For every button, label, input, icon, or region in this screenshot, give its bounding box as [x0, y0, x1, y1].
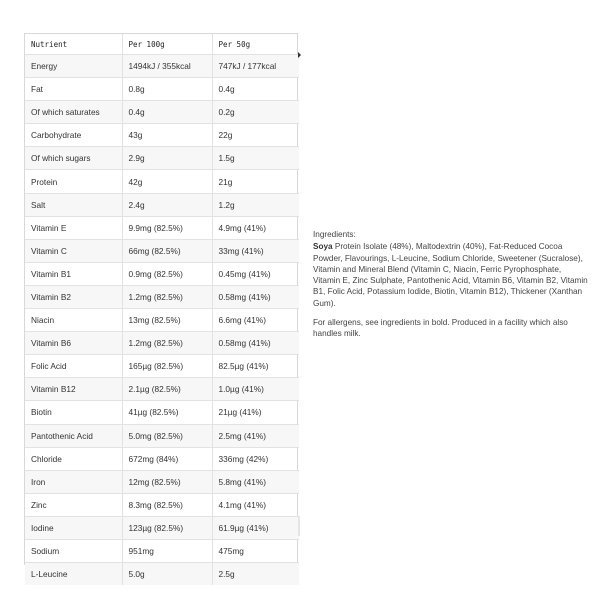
- per-50g-cell: 0.58mg (41%): [212, 332, 299, 355]
- per-100g-cell: 0.8g: [122, 78, 212, 101]
- per-50g-cell: 747kJ / 177kcal: [212, 55, 299, 78]
- per-100g-cell: 2.4g: [122, 193, 212, 216]
- table-row: [25, 493, 299, 516]
- nutrient-cell: Salt: [25, 193, 122, 216]
- per-50g-cell: 0.45mg (41%): [212, 262, 299, 285]
- table-row: [25, 55, 299, 78]
- nutrient-cell: Iron: [25, 470, 122, 493]
- per-50g-cell: 4.1mg (41%): [212, 493, 299, 516]
- table-row: [25, 101, 299, 124]
- table-row: [25, 262, 299, 285]
- per-100g-cell: 42g: [122, 170, 212, 193]
- table-row: [25, 447, 299, 470]
- per-50g-cell: 6.6mg (41%): [212, 309, 299, 332]
- per-50g-cell: 2.5g: [212, 563, 299, 586]
- per-100g-cell: 0.4g: [122, 101, 212, 124]
- table-row: [25, 401, 299, 424]
- per-50g-cell: 22g: [212, 124, 299, 147]
- nutrient-cell: Folic Acid: [25, 355, 122, 378]
- per-100g-cell: 1.2mg (82.5%): [122, 285, 212, 308]
- per-100g-cell: 43g: [122, 124, 212, 147]
- per-100g-cell: 672mg (84%): [122, 447, 212, 470]
- nutrient-cell: Vitamin E: [25, 216, 122, 239]
- allergen-note: For allergens, see ingredients in bold. Produced in a facility which also handles milk.: [313, 318, 568, 339]
- table-row: [25, 216, 299, 239]
- per-50g-cell: 0.2g: [212, 101, 299, 124]
- per-50g-cell: 82.5µg (41%): [212, 355, 299, 378]
- nutrient-cell: Of which saturates: [25, 101, 122, 124]
- per-100g-cell: 123µg (82.5%): [122, 516, 212, 539]
- nutrient-cell: Protein: [25, 170, 122, 193]
- nutrient-cell: Pantothenic Acid: [25, 424, 122, 447]
- nutrient-cell: Vitamin B12: [25, 378, 122, 401]
- table-header-row: [25, 34, 299, 55]
- per-100g-cell: 8.3mg (82.5%): [122, 493, 212, 516]
- per-100g-cell: 0.9mg (82.5%): [122, 262, 212, 285]
- table-row: [25, 355, 299, 378]
- table-row: [25, 424, 299, 447]
- per-50g-cell: 0.58mg (41%): [212, 285, 299, 308]
- per-100g-cell: 5.0g: [122, 563, 212, 586]
- table-row: [25, 239, 299, 262]
- per-100g-cell: 9.9mg (82.5%): [122, 216, 212, 239]
- nutrition-table: [25, 34, 299, 585]
- per-50g-cell: 336mg (42%): [212, 447, 299, 470]
- table-row: [25, 193, 299, 216]
- table-row: [25, 170, 299, 193]
- per-100g-cell: 41µg (82.5%): [122, 401, 212, 424]
- nutrient-cell: Vitamin B1: [25, 262, 122, 285]
- nutrient-cell: L-Leucine: [25, 563, 122, 586]
- nutrition-table-container: [24, 33, 298, 580]
- header-per-50g: Per 50g: [212, 34, 299, 55]
- table-row: [25, 78, 299, 101]
- nutrient-cell: Energy: [25, 55, 122, 78]
- per-100g-cell: 165µg (82.5%): [122, 355, 212, 378]
- ingredients-list: Protein Isolate (48%), Maltodextrin (40%), Fat-Reduced Cocoa Powder, Flavourings, L-Leucine, Sodium Chloride, Sweetener (Sucralose), Vitamin and Mineral Blend (Vitamin C, Niacin, Ferric Pyrophosphate, Vitamin E, Zinc Sulphate, Pantothenic Acid, Vitamin B6, Vitamin B2, Vitamin B1, Folic Acid, Potassium Iodide, Biotin, Vitamin B12), Thickener (Xanthan Gum).: [313, 242, 588, 308]
- per-50g-cell: 5.8mg (41%): [212, 470, 299, 493]
- nutrient-cell: Biotin: [25, 401, 122, 424]
- table-row: [25, 470, 299, 493]
- per-100g-cell: 1.2mg (82.5%): [122, 332, 212, 355]
- table-row: [25, 309, 299, 332]
- nutrient-cell: Vitamin B2: [25, 285, 122, 308]
- per-50g-cell: 21µg (41%): [212, 401, 299, 424]
- header-per-100g: Per 100g: [122, 34, 212, 55]
- nutrient-cell: Chloride: [25, 447, 122, 470]
- nutrient-cell: Carbohydrate: [25, 124, 122, 147]
- table-row: [25, 539, 299, 562]
- nutrient-cell: Fat: [25, 78, 122, 101]
- nutrient-cell: Vitamin C: [25, 239, 122, 262]
- scroll-right-arrow-icon[interactable]: [298, 52, 301, 58]
- table-row: [25, 563, 299, 586]
- ingredients-text: [313, 241, 589, 309]
- per-50g-cell: 1.0µg (41%): [212, 378, 299, 401]
- table-row: [25, 285, 299, 308]
- scrollbar-thumb[interactable]: [298, 516, 300, 536]
- table-row: [25, 378, 299, 401]
- per-50g-cell: 1.2g: [212, 193, 299, 216]
- per-50g-cell: 4.9mg (41%): [212, 216, 299, 239]
- per-50g-cell: 33mg (41%): [212, 239, 299, 262]
- ingredients-allergen-bold: Soya: [313, 242, 333, 252]
- header-nutrient: Nutrient: [25, 34, 122, 55]
- per-50g-cell: 21g: [212, 170, 299, 193]
- per-100g-cell: 5.0mg (82.5%): [122, 424, 212, 447]
- per-100g-cell: 12mg (82.5%): [122, 470, 212, 493]
- per-100g-cell: 66mg (82.5%): [122, 239, 212, 262]
- table-row: [25, 147, 299, 170]
- per-50g-cell: 1.5g: [212, 147, 299, 170]
- per-50g-cell: 475mg: [212, 539, 299, 562]
- per-50g-cell: 61.9µg (41%): [212, 516, 299, 539]
- nutrient-cell: Zinc: [25, 493, 122, 516]
- per-100g-cell: 951mg: [122, 539, 212, 562]
- table-row: [25, 516, 299, 539]
- nutrient-cell: Iodine: [25, 516, 122, 539]
- nutrient-cell: Of which sugars: [25, 147, 122, 170]
- ingredients-heading: Ingredients:: [313, 230, 356, 239]
- nutrient-cell: Vitamin B6: [25, 332, 122, 355]
- table-row: [25, 332, 299, 355]
- per-50g-cell: 2.5mg (41%): [212, 424, 299, 447]
- nutrient-cell: Niacin: [25, 309, 122, 332]
- per-100g-cell: 2.1µg (82.5%): [122, 378, 212, 401]
- nutrient-cell: Sodium: [25, 539, 122, 562]
- per-100g-cell: 2.9g: [122, 147, 212, 170]
- per-100g-cell: 1494kJ / 355kcal: [122, 55, 212, 78]
- ingredients-panel: [313, 229, 589, 340]
- per-100g-cell: 13mg (82.5%): [122, 309, 212, 332]
- per-50g-cell: 0.4g: [212, 78, 299, 101]
- table-row: [25, 124, 299, 147]
